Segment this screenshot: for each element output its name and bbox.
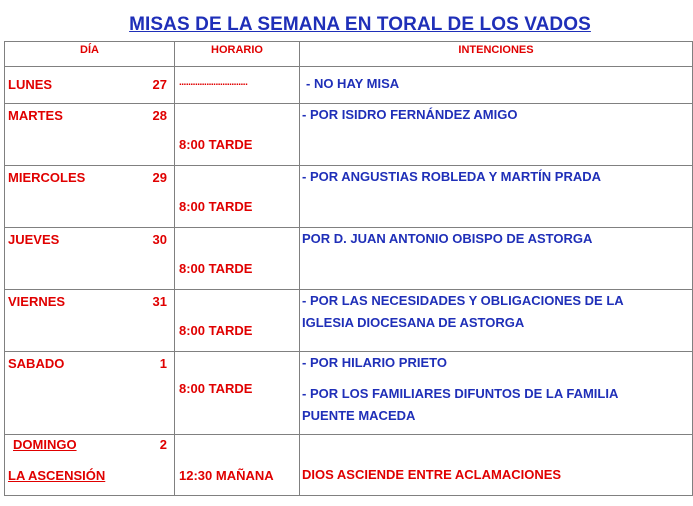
header-intenciones: INTENCIONES — [300, 42, 693, 67]
mass-time: 12:30 MAÑANA — [179, 468, 274, 483]
day-number: 27 — [152, 77, 167, 92]
intent-cell — [300, 290, 693, 352]
intent-cell — [300, 435, 693, 496]
time-cell — [175, 290, 300, 352]
day-cell — [5, 290, 175, 352]
mass-time: 8:00 TARDE — [179, 323, 253, 338]
time-cell — [175, 166, 300, 228]
intention-line: - POR ANGUSTIAS ROBLEDA Y MARTÍN PRADA — [302, 169, 602, 184]
intention-line: - POR LOS FAMILIARES DIFUNTOS DE LA FAMILIA — [302, 386, 619, 401]
day-name: JUEVES — [8, 232, 60, 247]
intent-cell — [300, 67, 693, 104]
intention-line: - NO HAY MISA — [306, 76, 400, 91]
time-cell — [175, 435, 300, 496]
day-name: DOMINGO — [13, 437, 77, 452]
time-placeholder: .............................. — [179, 77, 248, 88]
intention-line: - POR ISIDRO FERNÁNDEZ AMIGO — [302, 107, 518, 122]
intention-line: IGLESIA DIOCESANA DE ASTORGA — [302, 315, 525, 330]
day-name: LUNES — [8, 77, 53, 92]
mass-time: 8:00 TARDE — [179, 199, 253, 214]
feast-name: LA ASCENSIÓN — [8, 468, 106, 483]
day-name: SABADO — [8, 356, 65, 371]
day-number: 1 — [159, 356, 167, 371]
intent-cell — [300, 228, 693, 290]
table-row — [5, 290, 693, 352]
table-row — [5, 228, 693, 290]
intention-line: PUENTE MACEDA — [302, 408, 416, 423]
mass-time: 8:00 TARDE — [179, 381, 253, 396]
intention-line: DIOS ASCIENDE ENTRE ACLAMACIONES — [302, 467, 562, 482]
time-cell — [175, 228, 300, 290]
mass-time: 8:00 TARDE — [179, 137, 253, 152]
intention-line: POR D. JUAN ANTONIO OBISPO DE ASTORGA — [302, 231, 593, 246]
table-row — [5, 435, 693, 496]
time-cell — [175, 104, 300, 166]
day-cell — [5, 166, 175, 228]
time-cell — [175, 67, 300, 104]
day-cell — [5, 352, 175, 435]
intent-cell — [300, 104, 693, 166]
day-name: VIERNES — [8, 294, 66, 309]
table-header-row — [5, 42, 693, 67]
day-name: MIERCOLES — [8, 170, 86, 185]
day-number: 28 — [152, 108, 167, 123]
day-name: MARTES — [8, 108, 63, 123]
mass-time: 8:00 TARDE — [179, 261, 253, 276]
header-horario: HORARIO — [175, 42, 300, 67]
day-number: 2 — [159, 437, 167, 452]
mass-schedule-table — [4, 41, 693, 496]
intent-cell — [300, 166, 693, 228]
header-dia: DÍA — [5, 42, 175, 67]
time-cell — [175, 352, 300, 435]
intent-cell — [300, 352, 693, 435]
table-row — [5, 352, 693, 435]
day-number: 30 — [152, 232, 167, 247]
day-cell — [5, 435, 175, 496]
intention-line: - POR LAS NECESIDADES Y OBLIGACIONES DE LA — [302, 293, 624, 308]
day-cell — [5, 67, 175, 104]
day-number: 31 — [152, 294, 167, 309]
day-cell — [5, 228, 175, 290]
day-number: 29 — [152, 170, 167, 185]
day-cell — [5, 104, 175, 166]
table-row — [5, 67, 693, 104]
table-row — [5, 166, 693, 228]
intention-line: - POR HILARIO PRIETO — [302, 355, 447, 370]
table-row — [5, 104, 693, 166]
page-title: MISAS DE LA SEMANA EN TORAL DE LOS VADOS — [129, 14, 591, 35]
